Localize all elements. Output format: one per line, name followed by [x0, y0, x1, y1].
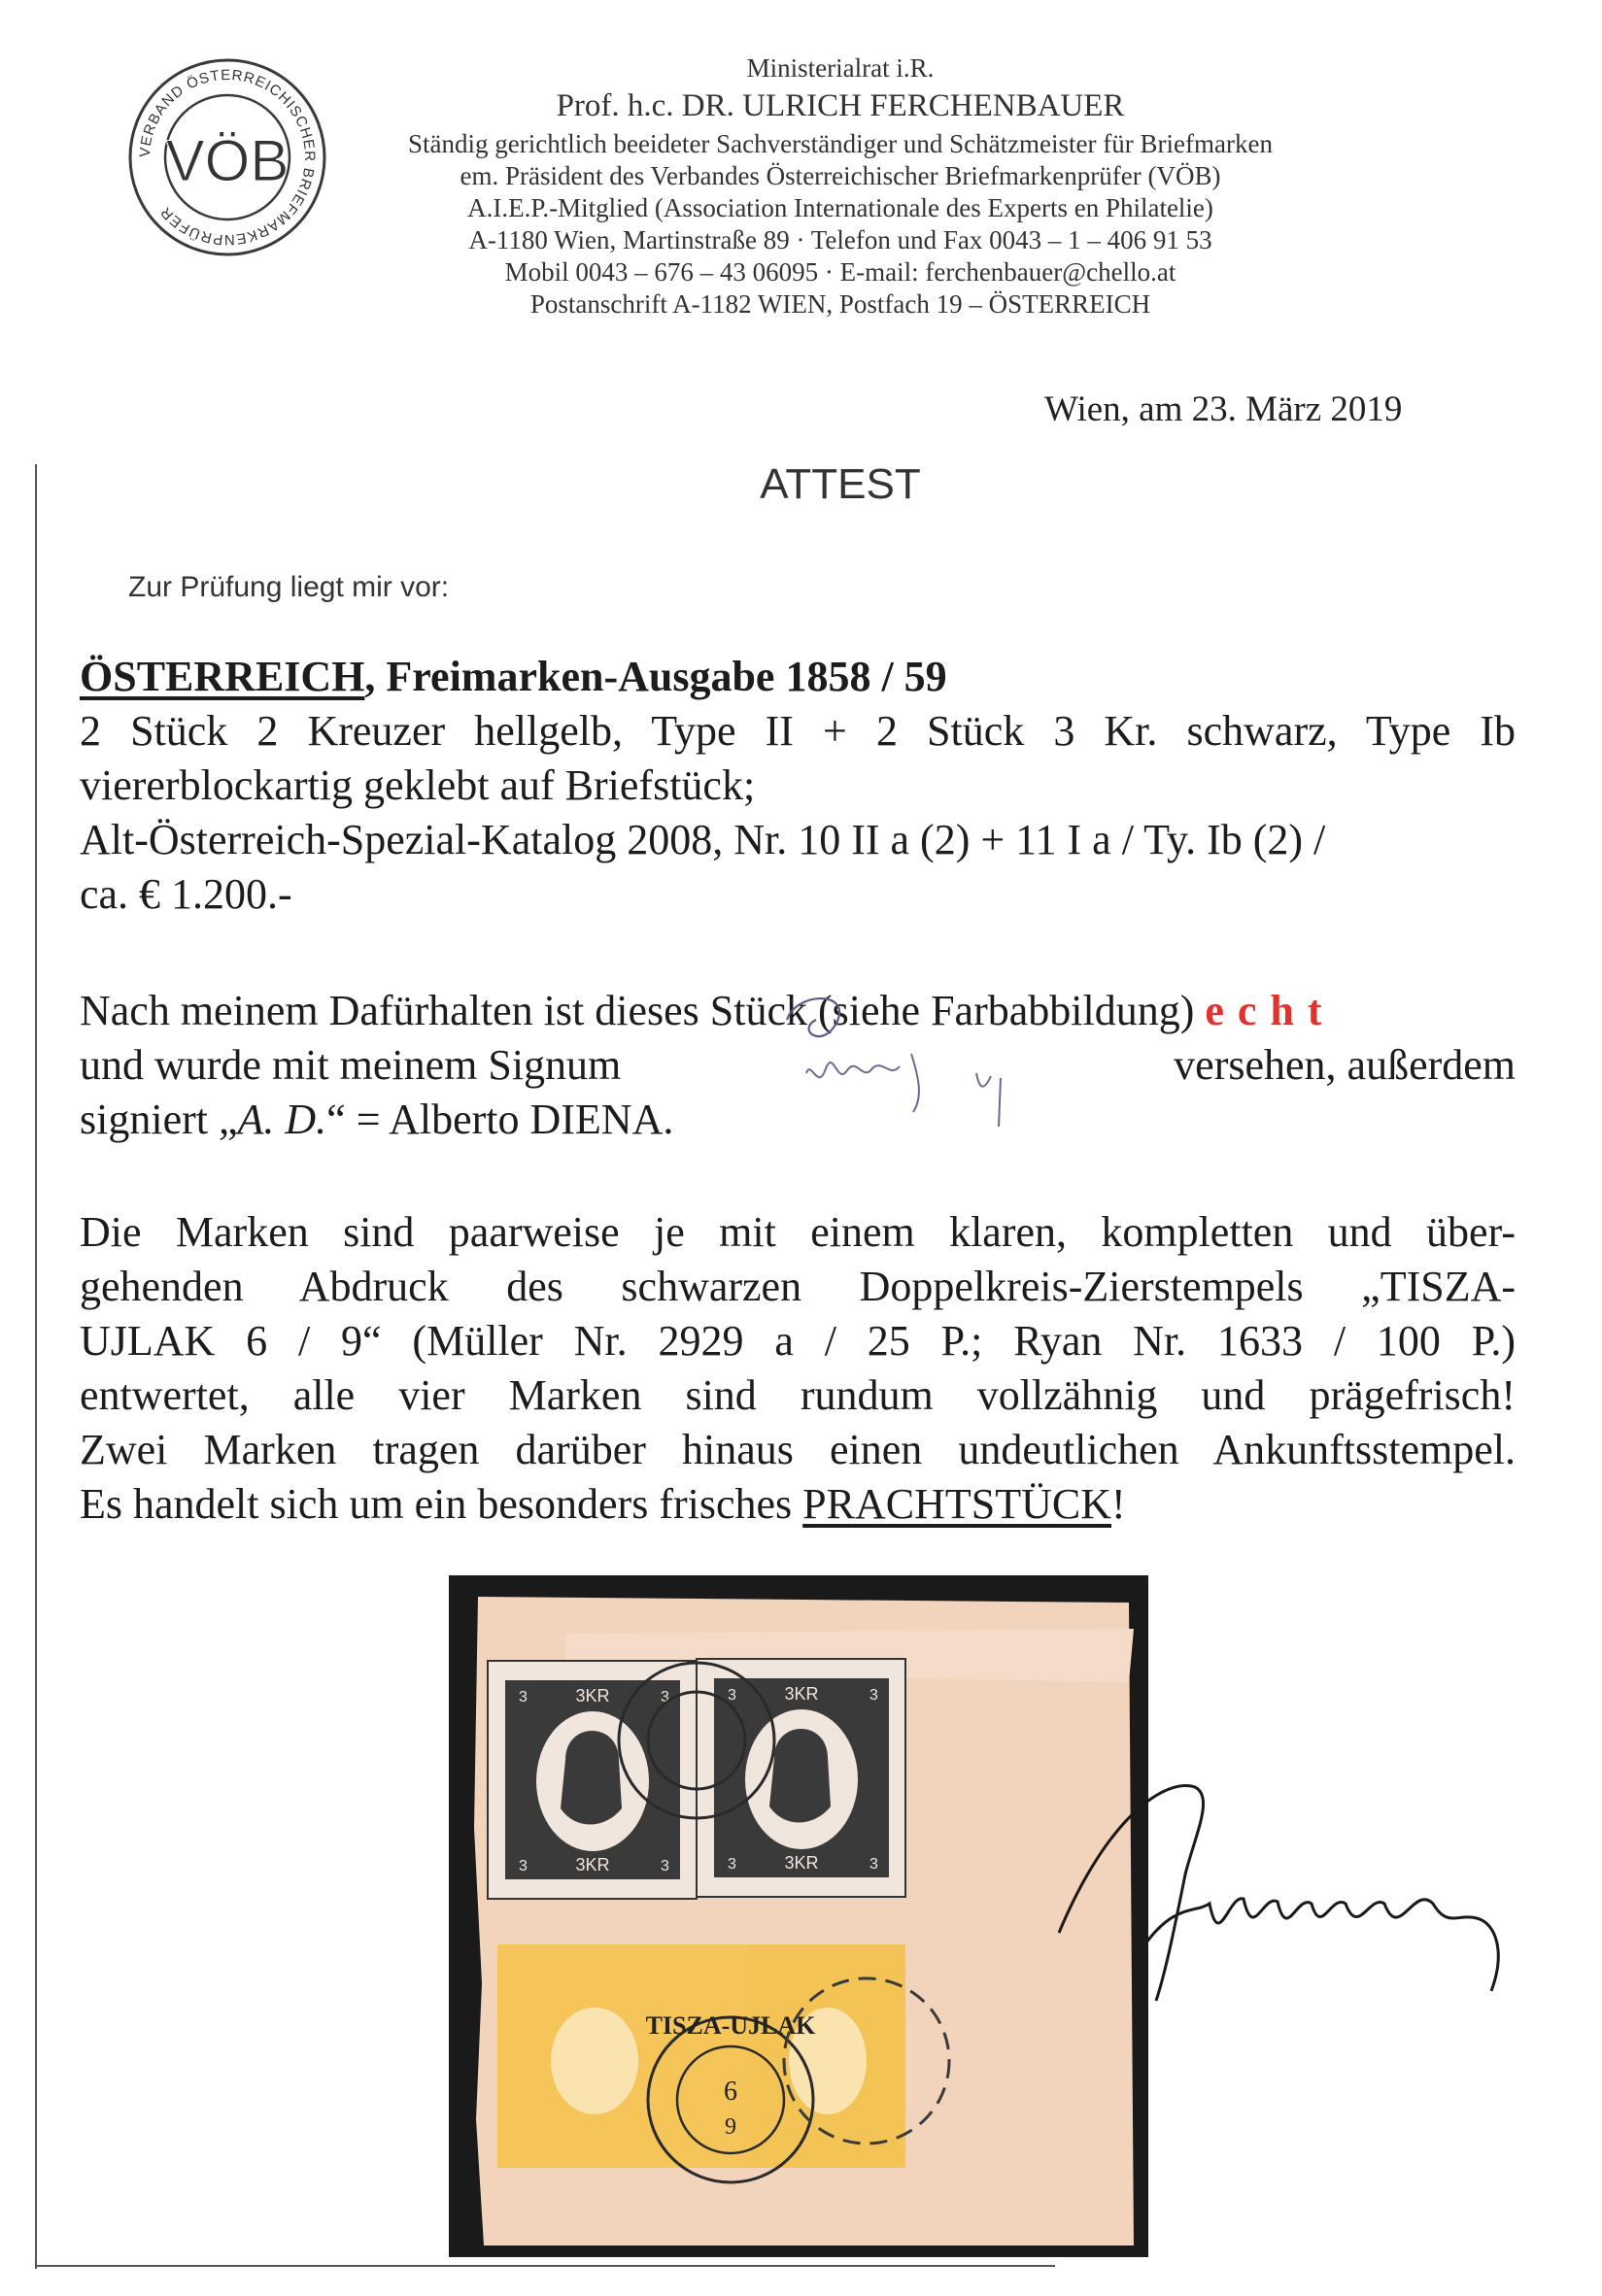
header-line: A.I.E.P.-Mitglied (Association Internationale des Experts en Philatelie) [467, 193, 1213, 222]
item-heading [80, 653, 1516, 701]
description-line: Die Marken sind paarweise je mit einem klaren, kompletten und über- [80, 1208, 1516, 1256]
svg-text:3: 3 [869, 1856, 878, 1873]
seal-ring-text: VERBAND ÖSTERREICHISCHER BRIEFMARKENPRÜFER [136, 66, 319, 249]
svg-text:3: 3 [728, 1687, 736, 1704]
opinion-line: signiert „A. D.“ = Alberto DIENA. [80, 1096, 674, 1143]
stamp-photo [449, 1575, 1148, 2257]
item-line: 2 Stück 2 Kreuzer hellgelb, Type II + 2 Stück 3 Kr. schwarz, Type Ib [80, 707, 1516, 755]
opinion-line: und wurde mit meinem Signum versehen, außerdem [80, 1041, 1516, 1089]
signum-signature [729, 981, 1049, 1136]
bottom-line [35, 2265, 1055, 2267]
header-address: A-1180 Wien, Martinstraße 89 · Telefon und Fax 0043 – 1 – 406 91 53 [468, 225, 1212, 254]
header-name: Prof. h.c. DR. ULRICH FERCHENBAUER [556, 88, 1125, 123]
description-line: Es handelt sich um ein besonders frisches PRACHTSTÜCK! [80, 1480, 1126, 1528]
svg-text:3: 3 [519, 1858, 528, 1874]
attest-title: ATTEST [760, 460, 921, 508]
svg-text:3: 3 [661, 1689, 669, 1705]
header-line: Ständig gerichtlich beeideter Sachverständiger und Schätzmeister für Briefmarken [408, 129, 1273, 158]
description-line: gehenden Abdruck des schwarzen Doppelkreis-Zierstempels „TISZA- [80, 1263, 1516, 1310]
header-postal: Postanschrift A-1182 WIEN, Postfach 19 – ÖSTERREICH [529, 289, 1151, 319]
item-line: viererblockartig geklebt auf Briefstück; [80, 761, 756, 809]
svg-text:3: 3 [661, 1858, 669, 1874]
svg-text:3: 3 [728, 1856, 736, 1873]
svg-text:TISZA-UJLAK: TISZA-UJLAK [645, 2011, 816, 2040]
svg-text:3: 3 [519, 1689, 528, 1705]
black-stamp-left [488, 1661, 697, 1899]
svg-text:3KR: 3KR [575, 1686, 610, 1705]
svg-text:9: 9 [725, 2114, 736, 2140]
svg-text:3KR: 3KR [784, 1853, 819, 1873]
svg-text:6: 6 [724, 2077, 737, 2107]
margin-line [35, 464, 37, 2269]
description-line: UJLAK 6 / 9“ (Müller Nr. 2929 a / 25 P.; Ryan Nr. 1633 / 100 P.) [80, 1317, 1516, 1365]
value-line: ca. € 1.200.- [80, 870, 292, 918]
verdict: echt [1205, 987, 1336, 1034]
intro-text: Zur Prüfung liegt mir vor: [128, 571, 450, 603]
opinion-line: Nach meinem Dafürhalten ist dieses Stück (siehe Farbabbildung) echt [80, 987, 1336, 1034]
date: Wien, am 23. März 2019 [1044, 389, 1403, 429]
description-line: Zwei Marken tragen darüber hinaus einen undeutlichen Ankunftsstempel. [80, 1426, 1516, 1473]
header-contact: Mobil 0043 – 676 – 43 06095 · E-mail: ferchenbauer@chello.at [504, 257, 1176, 287]
header-line: em. Präsident des Verbandes Österreichischer Briefmarkenprüfer (VÖB) [460, 161, 1221, 190]
country: ÖSTERREICH [80, 653, 365, 700]
svg-text:3: 3 [869, 1687, 878, 1704]
seal-center-text: VÖB [165, 128, 290, 193]
description-line: entwertet, alle vier Marken sind rundum vollzähnig und prägefrisch! [80, 1371, 1516, 1419]
prachtstueck: PRACHTSTÜCK [802, 1480, 1111, 1528]
catalog-line: Alt-Österreich-Spezial-Katalog 2008, Nr. 10 II a (2) + 11 I a / Ty. Ib (2) / [80, 816, 1326, 863]
svg-text:3KR: 3KR [784, 1684, 819, 1704]
issue: , Freimarken-Ausgabe 1858 / 59 [364, 653, 947, 700]
svg-text:3KR: 3KR [575, 1855, 610, 1874]
expert-signature [1049, 1758, 1535, 2049]
header-title-line: Ministerialrat i.R. [746, 53, 935, 83]
